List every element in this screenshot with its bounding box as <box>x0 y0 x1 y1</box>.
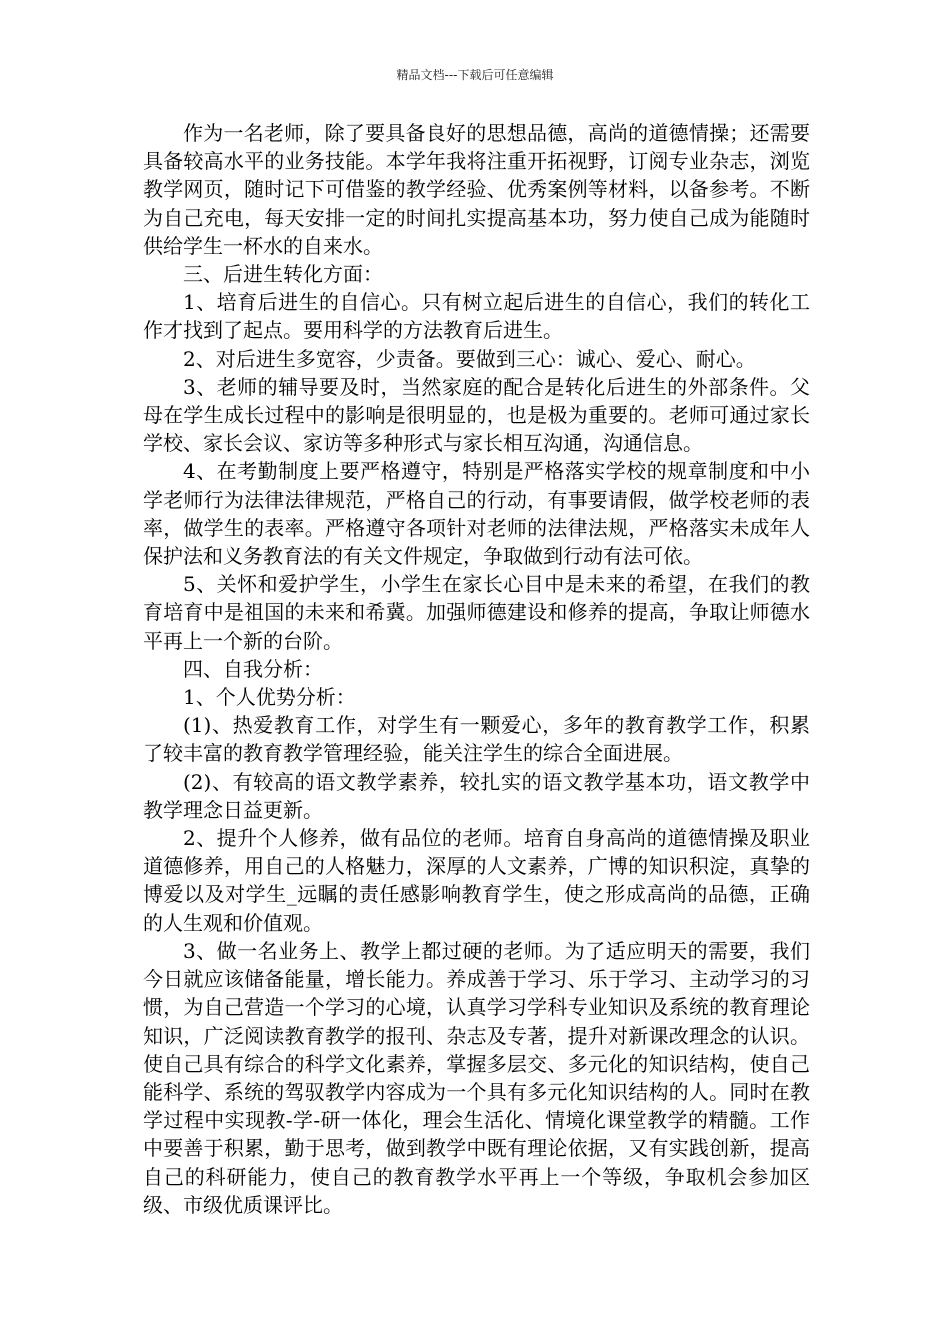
paragraph-item-2: 2、对后进生多宽容，少责备。要做到三心：诚心、爱心、耐心。 <box>183 346 756 371</box>
paragraph-intro: 作为一名老师，除了要具备良好的思想品德，高尚的道德情操；还需要具备较高水平的业务技能。本学年我将注重开拓视野，订阅专业杂志，浏览教学网页，随时记下可借鉴的教学经验、优秀案例等材料，以备参考。不断为自己充电，每天安排一定的时间扎实提高基本功，努力使自己成为能随时供给学生一杯水的自来水。 <box>143 121 810 258</box>
paragraph-self-3: 3、做一名业务上、教学上都过硬的老师。为了适应明天的需要，我们今日就应该储备能量，增长能力。养成善于学习、乐于学习、主动学习的习惯，为自己营造一个学习的心境，认真学习学科专业知识及系统的教育理论知识，广泛阅读教育教学的报刊、杂志及专著，提升对新课改理念的认识。使自己具有综合的科学文化素养，掌握多层交、多元化的知识结构，使自己能科学、系统的驾驭教学内容成为一个具有多元化知识结构的人。同时在教学过程中实现教-学-研一体化，理会生活化、情境化课堂教学的精髓。工作中要善于积累，勤于思考，做到教学中既有理论依据，又有实践创新，提高自己的科研能力，使自己的教育教学水平再上一个等级，争取机会参加区级、市级优质课评比。 <box>143 938 810 1217</box>
paragraph-item-5: 5、关怀和爱护学生，小学生在家长心目中是未来的希望，在我们的教育培育中是祖国的未来和希冀。加强师德建设和修养的提高，争取让师德水平再上一个新的台阶。 <box>143 572 810 653</box>
paragraph-item-3: 3、老师的辅导要及时，当然家庭的配合是转化后进生的外部条件。父母在学生成长过程中的影响是很明显的，也是极为重要的。老师可通过家长学校、家长会议、家访等多种形式与家长相互沟通，沟通信息。 <box>143 374 810 456</box>
paragraph-strength-1: (1)、热爱教育工作，对学生有一颗爱心，多年的教育教学工作，积累了较丰富的教育教学管理经验，能关注学生的综合全面进展。 <box>143 713 810 766</box>
paragraph-item-4: 4、在考勤制度上要严格遵守，特别是严格落实学校的规章制度和中小学老师行为法律法律规范，严格自己的行动，有事要请假，做学校老师的表率，做学生的表率。严格遵守各项针对老师的法律法规，严格落实未成年人保护法和义务教育法的有关文件规定，争取做到行动有法可依。 <box>143 459 810 569</box>
section-heading-3: 三、后进生转化方面： <box>183 262 383 287</box>
section-heading-4: 四、自我分析： <box>183 656 323 681</box>
paragraph-self-2: 2、提升个人修养，做有品位的老师。培育自身高尚的道德情操及职业道德修养，用自己的人格魅力，深厚的人文素养，广博的知识积淀，真挚的博爱以及对学生_远瞩的责任感影响教育学生，使之形成高尚的品德，正确的人生观和价值观。 <box>143 826 810 935</box>
page-header: 精品文档---下载后可任意编辑 <box>396 68 554 82</box>
subheading-strengths: 1、个人优势分析： <box>183 685 356 710</box>
paragraph-strength-2: (2)、有较高的语文教学素养，较扎实的语文教学基本功，语文教学中教学理念日益更新。 <box>143 769 810 822</box>
document-body <box>143 119 810 1219</box>
paragraph-item-1: 1、培育后进生的自信心。只有树立起后进生的自信心，我们的转化工作才找到了起点。要用科学的方法教育后进生。 <box>143 290 810 343</box>
